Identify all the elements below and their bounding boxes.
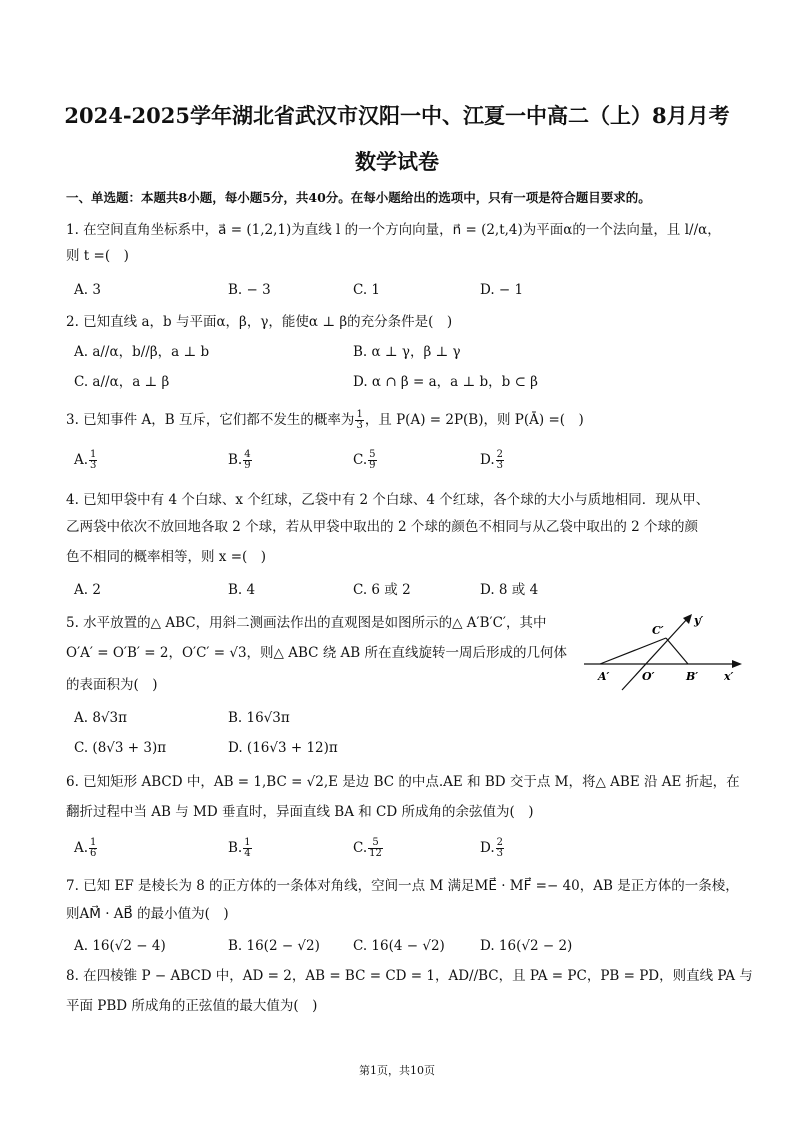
q4-option-d: D. 8 或 4 (480, 582, 539, 598)
q3-text-pre: 3. 已知事件 A，B 互斥，它们都不发生的概率为 (66, 412, 355, 428)
q1-option-d: D. − 1 (480, 282, 524, 298)
q1-line-2: 则 t =( ) (66, 248, 129, 264)
q6-option-c: C. $\frac{5}{12}$ (353, 837, 382, 859)
q5-option-b: B. 16√3π (228, 710, 290, 726)
q6-option-b: B. $\frac{1}{4}$ (228, 837, 251, 859)
q6-line-1: 6. 已知矩形 ABCD 中，AB = 1,BC = √2,E 是边 BC 的中点.AE 和 BD 交于点 M，将△ ABE 沿 AE 折起，在 (66, 774, 740, 790)
q1-option-a: A. 3 (74, 282, 101, 298)
q1-line-1: 1. 在空间直角坐标系中，a⃗ = (1,2,1)为直线 l 的一个方向向量，n⃗ = (2,t,4)为平面α的一个法向量，且 l//α， (66, 222, 721, 238)
q2-option-d: D. α ∩ β = a，a ⊥ b，b ⊂ β (353, 374, 538, 390)
q4-option-a: A. 2 (74, 582, 101, 598)
q3-option-d: D. $\frac{2}{3}$ (480, 449, 504, 471)
q5-option-c: C. (8√3 + 3)π (74, 740, 167, 756)
q5-line-3: 的表面积为( ) (66, 677, 158, 693)
q7-option-d: D. 16(√2 − 2) (480, 938, 573, 954)
q5-line-2: O′A′ = O′B′ = 2，O′C′ = √3，则△ ABC 绕 AB 所在直线旋转一周后形成的几何体 (66, 645, 568, 661)
q8-line-2: 平面 PBD 所成角的正弦值的最大值为( ) (66, 998, 318, 1014)
q2-option-a: A. a//α，b//β，a ⊥ b (74, 344, 210, 360)
section-heading: 一、单选题：本题共8小题，每小题5分，共40分。在每小题给出的选项中，只有一项是符合题目要求的。 (66, 190, 651, 205)
edge-a-c (600, 638, 666, 664)
q4-line-1: 4. 已知甲袋中有 4 个白球、x 个红球，乙袋中有 2 个白球、4 个红球，各个球的大小与质地相同．现从甲、 (66, 492, 710, 508)
label-y: y′ (694, 614, 704, 627)
q3-option-b: B. $\frac{4}{9}$ (228, 449, 251, 471)
q4-line-3: 色不相同的概率相等，则 x =( ) (66, 549, 267, 565)
q3-fraction: $\frac{1}{3}$ (356, 409, 363, 431)
q3-option-a: A. $\frac{1}{3}$ (74, 449, 97, 471)
q5-figure (582, 612, 762, 692)
edge-c-b (666, 638, 688, 664)
q1-option-c: C. 1 (353, 282, 381, 298)
q5-option-d: D. (16√3 + 12)π (228, 740, 338, 756)
q3-text-post: ，且 P(A) = 2P(B)，则 P(Ā) =( ) (364, 412, 584, 428)
label-a: A′ (598, 670, 610, 683)
title-line-1: 2024-2025学年湖北省武汉市汉阳一中、江夏一中高二（上）8月月考 (64, 103, 730, 128)
q6-line-2: 翻折过程中当 AB 与 MD 垂直时，异面直线 BA 和 CD 所成角的余弦值为( ) (66, 804, 534, 820)
label-c: C′ (652, 624, 664, 637)
label-x: x′ (724, 670, 734, 683)
q1-option-b: B. − 3 (228, 282, 271, 298)
q5-option-a: A. 8√3π (74, 710, 127, 726)
q7-option-b: B. 16(2 − √2) (228, 938, 320, 954)
q7-option-c: C. 16(4 − √2) (353, 938, 445, 954)
x-axis-arrow (732, 660, 742, 668)
q7-line-1: 7. 已知 EF 是棱长为 8 的正方体的一条体对角线，空间一点 M 满足ME⃗ · MF⃗ =− 40，AB 是正方体的一条棱， (66, 878, 739, 894)
q7-option-a: A. 16(√2 − 4) (74, 938, 166, 954)
q8-line-1: 8. 在四棱锥 P − ABCD 中，AD = 2，AB = BC = CD = 1，AD//BC，且 PA = PC，PB = PD，则直线 PA 与 (66, 968, 753, 984)
q4-line-2: 乙两袋中依次不放回地各取 2 个球，若从甲袋中取出的 2 个球的颜色不相同与从乙袋中取出的 2 个球的颜 (66, 519, 699, 535)
q6-option-a: A. $\frac{1}{6}$ (74, 837, 97, 859)
q2-option-b: B. α ⊥ γ，β ⊥ γ (353, 344, 461, 360)
title-line-2: 数学试卷 (355, 149, 439, 174)
q2-option-c: C. a//α，a ⊥ β (74, 374, 170, 390)
q6-option-d: D. $\frac{2}{3}$ (480, 837, 504, 859)
q3-line-1 (66, 410, 584, 431)
q7-line-2: 则AM⃗ · AB⃗ 的最小值为( ) (66, 906, 229, 922)
label-o: O′ (642, 670, 655, 683)
q3-option-c: C. $\frac{5}{9}$ (353, 449, 376, 471)
q4-option-b: B. 4 (228, 582, 256, 598)
label-b: B′ (686, 670, 699, 683)
q4-option-c: C. 6 或 2 (353, 582, 411, 598)
page-footer: 第1页，共10页 (359, 1064, 435, 1077)
q5-line-1: 5. 水平放置的△ ABC，用斜二测画法作出的直观图是如图所示的△ A′B′C′，其中 (66, 615, 547, 631)
q2-line-1: 2. 已知直线 a，b 与平面α，β，γ，能使α ⊥ β的充分条件是( ) (66, 314, 453, 330)
